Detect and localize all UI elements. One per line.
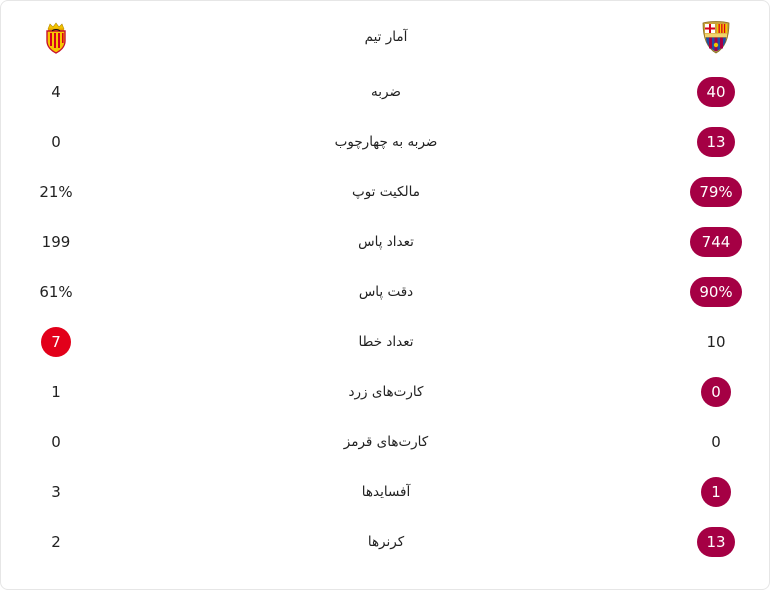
stat-label: تعداد پاس xyxy=(358,234,414,250)
stat-label: کارت‌های زرد xyxy=(348,384,424,400)
away-value: 1 xyxy=(51,383,61,401)
home-value: 10 xyxy=(706,333,726,351)
home-value-highlight: 0 xyxy=(701,377,731,407)
away-value-cell xyxy=(16,67,96,117)
stat-row xyxy=(1,467,770,517)
stat-label: آفسایدها xyxy=(361,484,411,500)
away-value-cell xyxy=(16,367,96,417)
stat-row xyxy=(1,117,770,167)
home-value: 0 xyxy=(711,433,721,451)
stat-label-cell xyxy=(201,367,571,417)
stat-label-cell xyxy=(201,217,571,267)
away-value: 3 xyxy=(51,483,61,501)
home-value-cell xyxy=(676,217,756,267)
stat-row xyxy=(1,317,770,367)
home-value-cell xyxy=(676,467,756,517)
stat-label-cell xyxy=(201,167,571,217)
stat-row xyxy=(1,367,770,417)
away-value-cell xyxy=(16,517,96,567)
stat-label: دقت پاس xyxy=(358,284,414,300)
home-value-cell xyxy=(676,317,756,367)
home-value-cell xyxy=(676,117,756,167)
away-value-cell xyxy=(16,317,96,367)
away-value-cell xyxy=(16,467,96,517)
away-value: 0 xyxy=(51,433,61,451)
away-value-cell xyxy=(16,267,96,317)
stat-label: تعداد خطا xyxy=(358,334,414,350)
stat-label-cell xyxy=(201,67,571,117)
stat-row xyxy=(1,167,770,217)
stat-label-cell xyxy=(201,117,571,167)
home-value-highlight: 13 xyxy=(697,527,735,557)
stat-label-cell xyxy=(201,267,571,317)
stat-label: کرنرها xyxy=(367,534,405,550)
stats-title: آمار تیم xyxy=(364,29,408,45)
home-value-cell xyxy=(676,367,756,417)
home-value-highlight: 40 xyxy=(697,77,735,107)
home-value-highlight: 744 xyxy=(690,227,742,257)
home-value-highlight: 1 xyxy=(701,477,731,507)
stat-label: ضربه xyxy=(371,84,401,100)
away-value: 4 xyxy=(51,83,61,101)
away-value-cell xyxy=(16,117,96,167)
stat-label-cell xyxy=(201,417,571,467)
away-value: 2 xyxy=(51,533,61,551)
stats-title-cell xyxy=(201,12,571,62)
away-value-highlight: 7 xyxy=(41,327,71,357)
fc-barcelona-crest-icon xyxy=(701,20,731,54)
stat-row xyxy=(1,417,770,467)
stat-label-cell xyxy=(201,517,571,567)
rcd-mallorca-crest-icon xyxy=(41,20,71,54)
stat-row xyxy=(1,67,770,117)
away-value: 21% xyxy=(39,183,73,201)
stat-label-cell xyxy=(201,317,571,367)
home-value-cell xyxy=(676,517,756,567)
home-value-cell xyxy=(676,417,756,467)
stat-label: ضربه به چهارچوب xyxy=(334,134,438,150)
home-value-highlight: 79% xyxy=(690,177,742,207)
away-value: 0 xyxy=(51,133,61,151)
away-value-cell xyxy=(16,417,96,467)
away-value-cell xyxy=(16,217,96,267)
stat-row xyxy=(1,517,770,567)
away-value: 61% xyxy=(39,283,73,301)
home-value-cell xyxy=(676,67,756,117)
home-value-highlight: 90% xyxy=(690,277,742,307)
away-value-cell xyxy=(16,167,96,217)
stat-label-cell xyxy=(201,467,571,517)
home-value-cell xyxy=(676,167,756,217)
stats-header-row xyxy=(1,12,770,62)
stat-row xyxy=(1,267,770,317)
stat-label: کارت‌های قرمز xyxy=(343,434,429,450)
home-team-logo-cell xyxy=(676,12,756,62)
stat-label: مالکیت توپ xyxy=(352,184,420,200)
home-value-highlight: 13 xyxy=(697,127,735,157)
home-value-cell xyxy=(676,267,756,317)
away-team-logo-cell xyxy=(16,12,96,62)
stat-row xyxy=(1,217,770,267)
away-value: 199 xyxy=(41,233,71,251)
